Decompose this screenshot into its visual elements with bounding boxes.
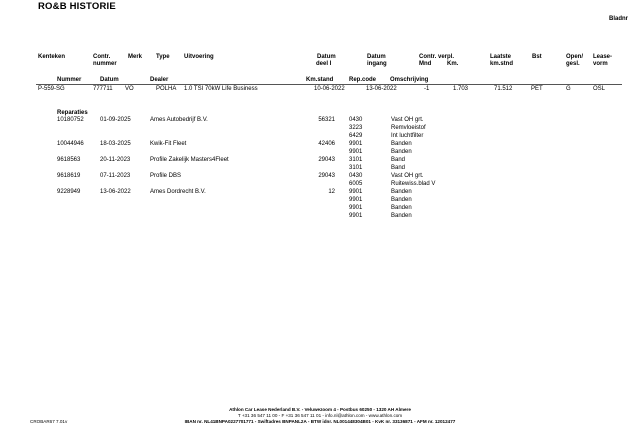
col-uitvoering: Uitvoering <box>184 54 214 60</box>
repair-datum: 01-09-2025 <box>100 117 131 123</box>
repair-code: 9901 <box>349 205 363 211</box>
repair-code: 9901 <box>349 197 363 203</box>
col-km: Km. <box>447 61 459 67</box>
vehicle-uitvoering: 1.0 TSI 70kW Life Business <box>184 86 258 92</box>
repair-code: 9901 <box>349 213 363 219</box>
repair-omschrijving: Ruitewiss.blad V <box>391 181 436 187</box>
col-vorm: vorm <box>593 61 608 67</box>
repair-datum: 07-11-2023 <box>100 173 131 179</box>
repair-code: 9901 <box>349 141 363 147</box>
repair-code: 9901 <box>349 149 363 155</box>
repair-nummer: 10044946 <box>57 141 84 147</box>
repair-code: 0430 <box>349 173 363 179</box>
repair-datum: 18-03-2025 <box>100 141 131 147</box>
vehicle-mnd: -1 <box>424 86 430 92</box>
repair-kmstand: 12 <box>328 189 335 195</box>
col-contr-verpl: Contr. verpl. <box>419 54 455 60</box>
repair-nummer: 9228949 <box>57 189 81 195</box>
repair-kmstand: 29043 <box>318 157 335 163</box>
col-datum-ingang: Datum <box>367 54 386 60</box>
col2-omschrijving: Omschrijving <box>390 77 429 83</box>
col-deel1: deel I <box>316 61 332 67</box>
repair-dealer: Ames Autobedrijf B.V. <box>150 117 208 123</box>
repair-code: 3101 <box>349 157 363 163</box>
col-datum: Datum <box>317 54 336 60</box>
repair-omschrijving: Banden <box>391 149 412 155</box>
version-code: CROBAR67 7.01v <box>30 419 68 424</box>
page-title: RO&B HISTORIE <box>38 1 116 12</box>
repair-omschrijving: Banden <box>391 141 412 147</box>
repair-omschrijving: Remvloeistof <box>391 125 426 131</box>
repair-nummer: 10180752 <box>57 117 84 123</box>
col2-kmstand: Km.stand <box>306 77 334 83</box>
vehicle-contract: 777711 <box>93 86 113 92</box>
repair-code: 3223 <box>349 125 363 131</box>
vehicle-leasevorm: OSL <box>593 86 606 92</box>
repair-dealer: Profile DBS <box>150 173 182 179</box>
col2-repcode: Rep.code <box>349 77 377 83</box>
repair-kmstand: 29043 <box>318 173 335 179</box>
col2-dealer: Dealer <box>150 77 169 83</box>
col-ingang: ingang <box>367 61 387 67</box>
repair-datum: 13-06-2022 <box>100 189 131 195</box>
col-bst: Bst <box>532 54 542 60</box>
repair-code: 0430 <box>349 117 363 123</box>
vehicle-laatste-km: 71.512 <box>494 86 513 92</box>
col-kenteken: Kenteken <box>38 54 66 60</box>
repair-omschrijving: Band <box>391 157 406 163</box>
repair-omschrijving: Banden <box>391 213 412 219</box>
repair-omschrijving: Banden <box>391 205 412 211</box>
footer-line-3: IBAN nr. NL41BNPA0227701771 - Swiftadres BNPANL2A - BTW idnr. NL001448304B01 - KvK nr. 33136871 - AFM nr. 12012477 <box>184 419 456 424</box>
repair-code: 3101 <box>349 165 363 171</box>
vehicle-km: 1.703 <box>453 86 469 92</box>
vehicle-merk: VO <box>125 86 134 92</box>
repair-omschrijving: Band <box>391 165 406 171</box>
repair-kmstand: 42406 <box>318 141 335 147</box>
vehicle-kenteken: P-559-SG <box>38 86 65 92</box>
repair-dealer: Profile Zakelijk Masters4Fleet <box>150 157 229 163</box>
vehicle-open-gesl: G <box>566 86 571 92</box>
repair-dealer: Kwik-Fit Fleet <box>150 141 187 147</box>
vehicle-datum-ingang: 13-06-2022 <box>366 86 397 92</box>
vehicle-datum-deel1: 10-06-2022 <box>314 86 345 92</box>
vehicle-type: POLHA <box>156 86 177 92</box>
repair-kmstand: 56321 <box>318 117 335 123</box>
repair-nummer: 9618619 <box>57 173 81 179</box>
repair-code: 9901 <box>349 189 363 195</box>
repair-omschrijving: Banden <box>391 197 412 203</box>
repair-datum: 20-11-2023 <box>100 157 131 163</box>
repair-omschrijving: Vast OH grt. <box>391 173 424 179</box>
header-divider <box>36 84 622 85</box>
repair-omschrijving: Banden <box>391 189 412 195</box>
repair-nummer: 9618563 <box>57 157 81 163</box>
page-number-label: Bladnr <box>608 16 628 22</box>
repair-omschrijving: Vast OH grt. <box>391 117 424 123</box>
col-gesl: gesl. <box>566 61 580 67</box>
col-nummer: nummer <box>93 61 117 67</box>
footer-line-1: Athlon Car Lease Nederland B.V. - Veluwezoom 4 - Postbus 60250 - 1320 AH Almere <box>229 407 411 412</box>
col-kmstnd: km.stnd <box>490 61 514 67</box>
col-mnd: Mnd <box>419 61 432 67</box>
vehicle-bst: PET <box>531 86 543 92</box>
repair-code: 6429 <box>349 133 363 139</box>
col-contr: Contr. <box>93 54 111 60</box>
col-merk: Merk <box>128 54 143 60</box>
repair-dealer: Ames Dordrecht B.V. <box>150 189 206 195</box>
footer-line-2: T +31 36 547 11 00 - F +31 36 547 11 01 - info.nl@athlon.com - www.athlon.com <box>237 413 403 418</box>
repair-code: 6005 <box>349 181 363 187</box>
col-laatste: Laatste <box>490 54 512 60</box>
col-open: Open/ <box>566 54 584 60</box>
col2-nummer: Nummer <box>57 77 82 83</box>
repair-omschrijving: Int luchtfilter <box>391 133 424 139</box>
reparaties-heading: Reparaties <box>57 110 88 116</box>
col-lease: Lease- <box>593 54 613 60</box>
col2-datum: Datum <box>100 77 119 83</box>
col-type: Type <box>156 54 170 60</box>
